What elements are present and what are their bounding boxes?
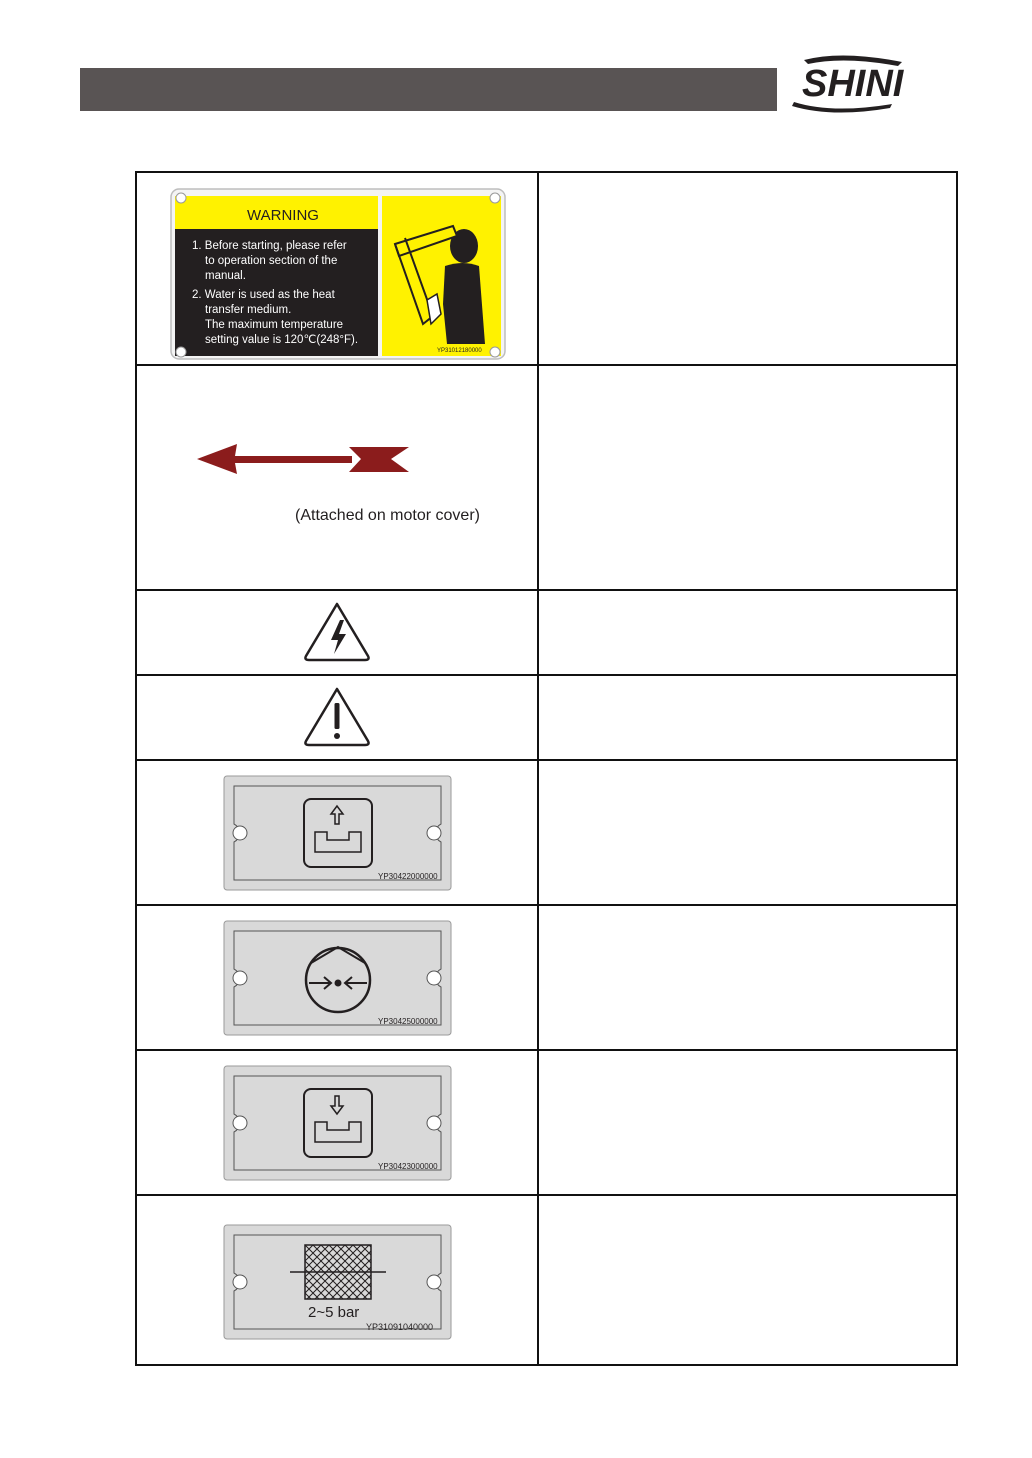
table-row (136, 760, 957, 905)
plate-code: YP31091040000 (366, 1322, 434, 1332)
label-description-cell (538, 760, 957, 905)
filter-pressure-text: 2~5 bar (308, 1304, 360, 1321)
rotation-arrow-sign (137, 367, 537, 588)
plate-code: YP30423000000 (378, 1162, 438, 1171)
label-description-cell (538, 365, 957, 590)
water-outlet-plate (137, 762, 537, 903)
high-voltage-triangle-icon (137, 592, 537, 673)
table-row (136, 1195, 957, 1365)
arrow-caption: (Attached on motor cover) (295, 507, 480, 524)
warning-line: to operation section of the (205, 255, 338, 267)
label-description-cell (538, 1050, 957, 1195)
table-row (136, 905, 957, 1050)
label-image-cell (136, 905, 538, 1050)
table-row (136, 590, 957, 675)
label-description-cell (538, 172, 957, 365)
plate-code: YP30422000000 (378, 872, 438, 881)
label-image-cell (136, 365, 538, 590)
warning-line: 2. Water is used as the heat (192, 289, 335, 301)
warning-line: 1. Before starting, please refer (192, 240, 347, 252)
exclamation-triangle-icon (137, 677, 537, 758)
warning-line: transfer medium. (205, 304, 292, 316)
direction-arrow-icon (197, 444, 409, 474)
filter-mesh-icon (305, 1245, 371, 1299)
water-inlet-plate (137, 1052, 537, 1193)
plate-code: YP30425000000 (378, 1017, 438, 1026)
label-image-cell (136, 1195, 538, 1365)
table-row (136, 365, 957, 590)
label-description-cell (538, 590, 957, 675)
label-image-cell (136, 675, 538, 760)
filter-pressure-plate (137, 1197, 537, 1363)
logo-text: SHINI (802, 63, 904, 105)
label-description-cell (538, 1195, 957, 1365)
warning-code: YP31012180000 (437, 348, 482, 354)
warning-line: manual. (205, 270, 246, 282)
label-image-cell (136, 590, 538, 675)
warning-line: The maximum temperature (205, 319, 344, 331)
table-row (136, 1050, 957, 1195)
label-description-cell (538, 905, 957, 1050)
label-description-cell (538, 675, 957, 760)
warning-line: setting value is 120℃(248°F). (205, 334, 359, 346)
header-bar (80, 68, 777, 111)
label-table (135, 171, 958, 1366)
label-image-cell (136, 1050, 538, 1195)
brand-logo (782, 52, 950, 114)
label-image-cell (136, 172, 538, 365)
table-row (136, 675, 957, 760)
warning-sticker (137, 174, 537, 363)
warning-title: WARNING (247, 207, 319, 224)
table-row (136, 172, 957, 365)
label-image-cell (136, 760, 538, 905)
pressure-gauge-plate (137, 907, 537, 1048)
